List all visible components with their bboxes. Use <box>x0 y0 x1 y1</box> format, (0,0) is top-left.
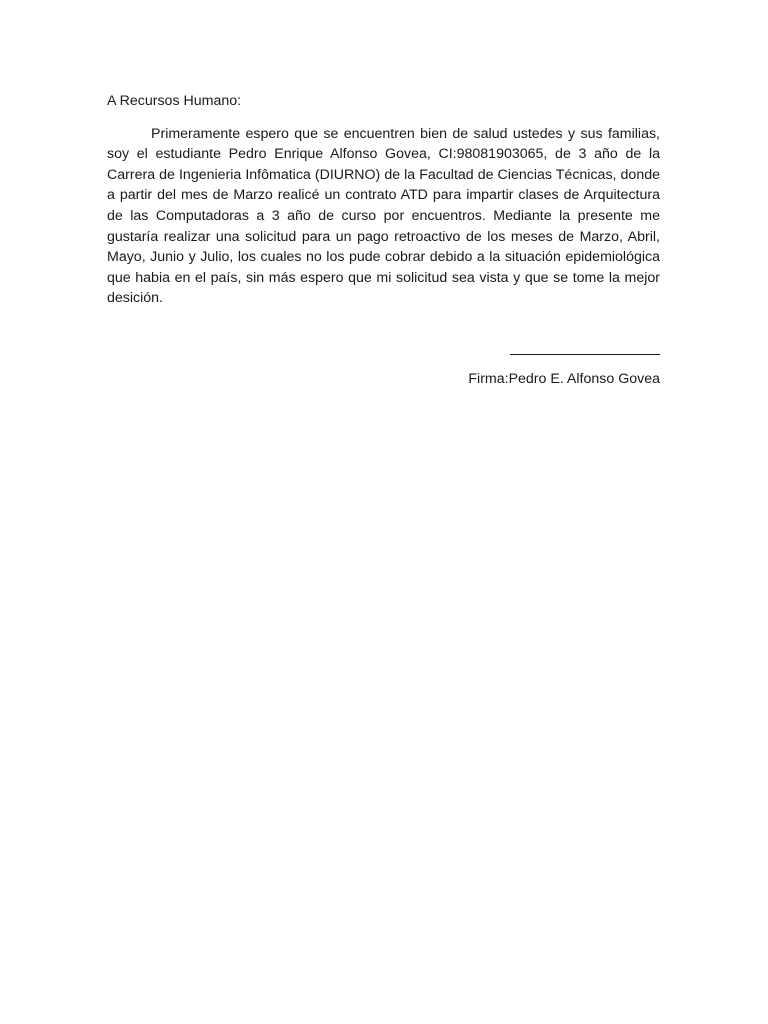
salutation: A Recursos Humano: <box>107 93 242 109</box>
letter-content <box>107 91 660 309</box>
signature-line <box>510 340 660 355</box>
body-paragraph: Primeramente espero que se encuentren bien de salud ustedes y sus familias, soy el estudiante Pedro Enrique Alfonso Govea, CI:98081903065, de 3 año de la Carrera de Ingenieria Infômatica (DIURNO) de la Facultad de Ciencias Técnicas, donde a partir del mes de Marzo realicé un contrato ATD para impartir clases de Arquitectura de las Computadoras a 3 año de curso por encuentros. Mediante la presente me gustaría realizar una solicitud para un pago retroactivo de los meses de Marzo, Abril, Mayo, Junio y Julio, los cuales no los pude cobrar debido a la situación epidemiológica que habia en el país, sin más espero que mi solicitud sea vista y que se tome la mejor desición. <box>107 125 660 307</box>
signature-name: Firma:Pedro E. Alfonso Govea <box>468 371 660 387</box>
signature-block <box>468 340 660 389</box>
